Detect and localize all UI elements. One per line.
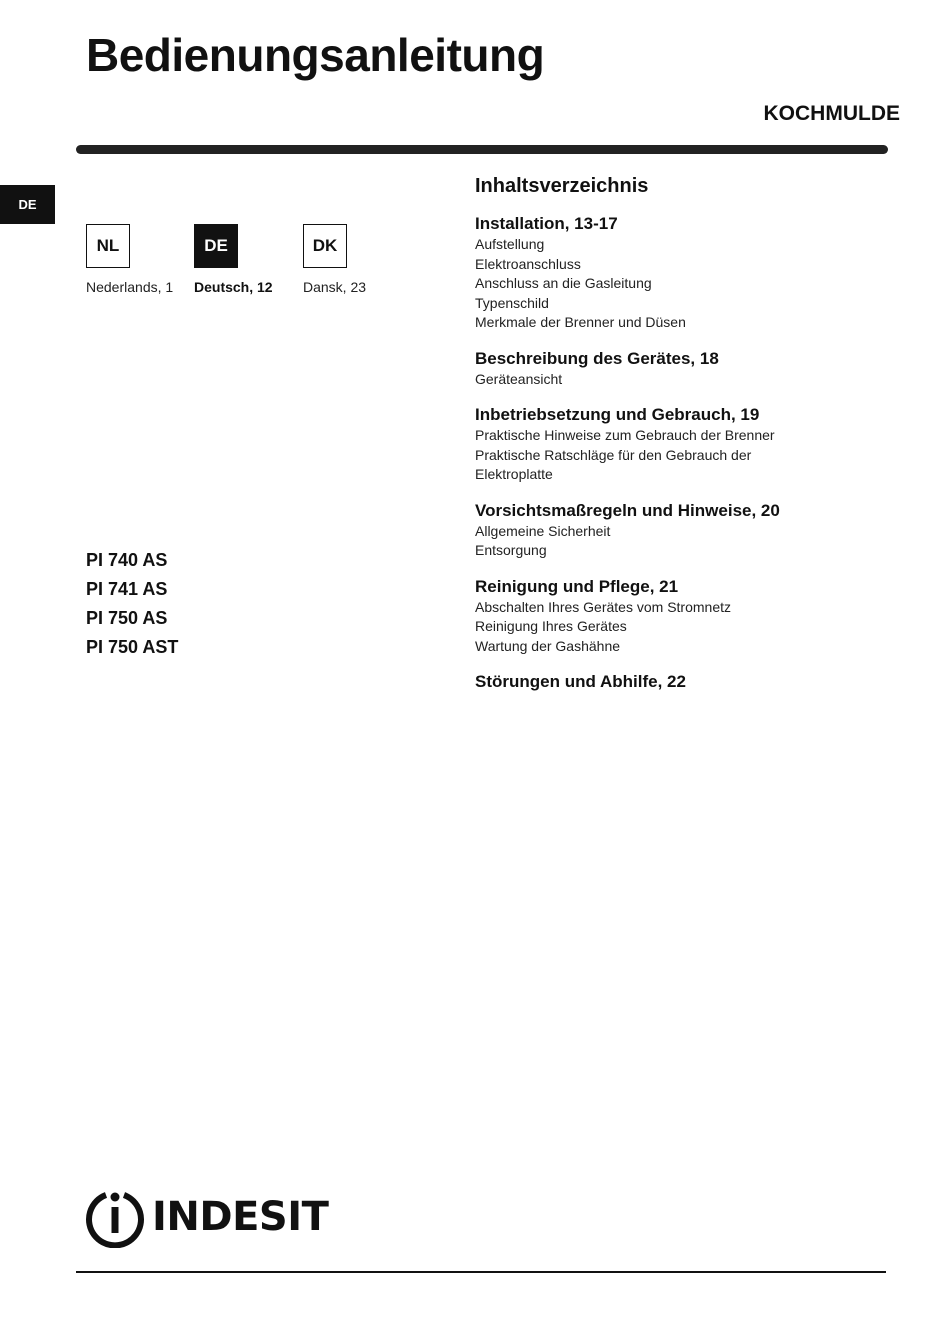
- indesit-logo-icon: [84, 1186, 146, 1248]
- toc-section-heading[interactable]: Reinigung und Pflege, 21: [475, 576, 679, 596]
- model-item: PI 741 AS: [86, 579, 168, 599]
- language-label-nl: Nederlands, 1: [86, 279, 174, 295]
- toc-section-heading[interactable]: Inbetriebsetzung und Gebrauch, 19: [475, 405, 760, 424]
- toc-item-list: [475, 598, 915, 657]
- toc-item[interactable]: Wartung der Gashähne: [475, 637, 621, 654]
- language-label-de: Deutsch, 12: [194, 279, 273, 295]
- language-side-tab: DE: [0, 185, 55, 224]
- model-item: PI 740 AS: [86, 550, 168, 570]
- page-title: Bedienungsanleitung: [86, 29, 545, 81]
- toc-item[interactable]: Merkmale der Brenner und Düsen: [475, 314, 686, 330]
- language-button-de[interactable]: DE: [194, 224, 238, 268]
- product-type-label: KOCHMULDE: [763, 102, 900, 125]
- toc-section: [475, 404, 915, 485]
- toc-section-heading[interactable]: Vorsichtsmaßregeln und Hinweise, 20: [475, 500, 780, 520]
- model-item: PI 750 AS: [86, 608, 168, 628]
- header-divider: [76, 145, 888, 154]
- toc-item-list: [475, 426, 915, 485]
- toc-section-heading[interactable]: Installation, 13-17: [475, 214, 618, 233]
- footer-divider: [76, 1271, 886, 1273]
- brand-logo: [84, 1186, 328, 1248]
- toc-item-list: [475, 522, 915, 561]
- language-button-nl[interactable]: NL: [86, 224, 130, 268]
- model-list: [86, 546, 178, 662]
- toc-item[interactable]: Praktische Ratschläge für den Gebrauch der: [475, 446, 752, 463]
- toc-section: [475, 213, 915, 333]
- toc-item[interactable]: Aufstellung: [475, 236, 545, 252]
- toc-title: Inhaltsverzeichnis: [475, 175, 649, 197]
- toc-section: [475, 671, 915, 693]
- toc-item-list: [475, 370, 915, 390]
- table-of-contents: [475, 175, 915, 708]
- toc-section: [475, 576, 915, 657]
- toc-item[interactable]: Elektroanschluss: [475, 255, 581, 272]
- toc-item[interactable]: Anschluss an die Gasleitung: [475, 275, 652, 291]
- toc-item[interactable]: Typenschild: [475, 294, 549, 311]
- toc-section-heading[interactable]: Beschreibung des Gerätes, 18: [475, 348, 719, 368]
- language-label-dk: Dansk, 23: [303, 279, 367, 295]
- toc-section: [475, 500, 915, 561]
- toc-item[interactable]: Reinigung Ihres Gerätes: [475, 618, 627, 634]
- toc-item[interactable]: Allgemeine Sicherheit: [475, 522, 611, 539]
- toc-section: [475, 348, 915, 390]
- toc-item-list: [475, 235, 915, 333]
- model-item: PI 750 AST: [86, 637, 179, 657]
- toc-item[interactable]: Elektroplatte: [475, 466, 553, 482]
- toc-section-heading[interactable]: Störungen und Abhilfe, 22: [475, 672, 686, 691]
- toc-item[interactable]: Abschalten Ihres Gerätes vom Stromnetz: [475, 598, 731, 615]
- toc-item[interactable]: Geräteansicht: [475, 370, 563, 387]
- brand-name: INDESIT: [152, 1194, 329, 1240]
- language-button-dk[interactable]: DK: [303, 224, 347, 268]
- toc-item[interactable]: Praktische Hinweise zum Gebrauch der Brenner: [475, 427, 775, 443]
- toc-item[interactable]: Entsorgung: [475, 542, 547, 558]
